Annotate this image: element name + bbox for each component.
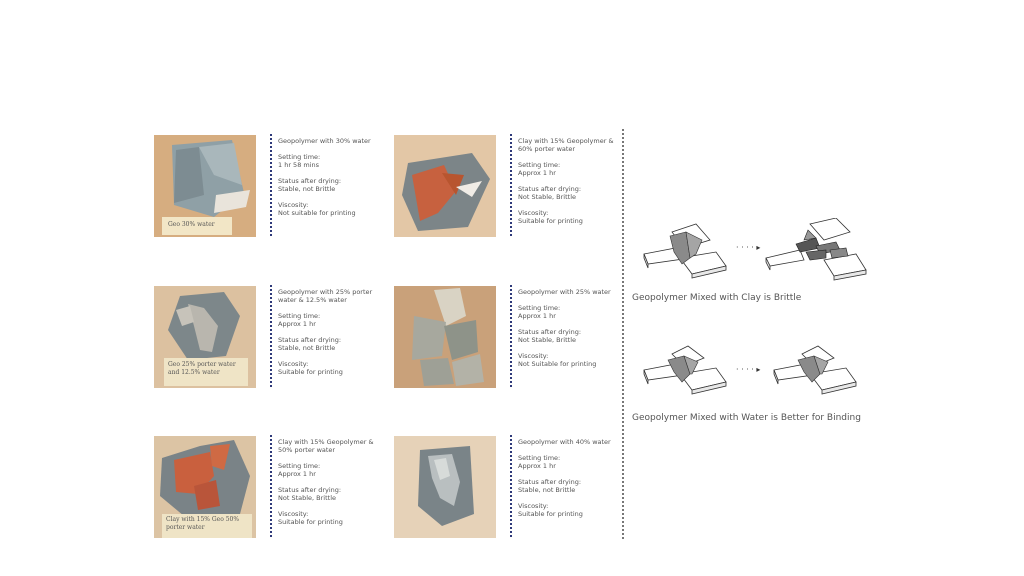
setting-time: Setting time: 1 hr 58 mins bbox=[278, 153, 321, 169]
sample-info-4 bbox=[518, 288, 616, 376]
setting-time: Setting time: Approx 1 hr bbox=[278, 312, 321, 328]
photo-handwritten-note: Clay with 15% Geo 50% porter water bbox=[166, 516, 240, 531]
sample-photo-clay-15-geo-60-porter bbox=[394, 135, 496, 237]
sample-info-6 bbox=[518, 438, 616, 526]
setting-time: Setting time: Approx 1 hr bbox=[518, 304, 561, 320]
status-after-drying: Status after drying: Stable, not Brittle bbox=[278, 177, 342, 193]
status-after-drying: Status after drying: Stable, not Brittle bbox=[278, 336, 342, 352]
dotted-separator bbox=[510, 134, 512, 236]
sample-photo-clay-15-geo-50-porter bbox=[154, 436, 256, 538]
sample-title: Geopolymer with 30% water bbox=[278, 137, 371, 145]
sample-info-2 bbox=[518, 137, 616, 233]
status-after-drying: Status after drying: Stable, not Brittle bbox=[518, 478, 582, 494]
status-after-drying: Status after drying: Not Stable, Brittle bbox=[518, 185, 582, 201]
status-after-drying: Status after drying: Not Stable, Brittle bbox=[278, 486, 342, 502]
dotted-separator bbox=[510, 435, 512, 537]
sample-photo-geo-25-porter-12-water bbox=[154, 286, 256, 388]
sample-info-3 bbox=[278, 288, 376, 384]
viscosity: Viscosity: Suitable for printing bbox=[278, 510, 343, 526]
dotted-separator bbox=[270, 134, 272, 236]
status-after-drying: Status after drying: Not Stable, Brittle bbox=[518, 328, 582, 344]
viscosity: Viscosity: Not suitable for printing bbox=[278, 201, 356, 217]
dotted-separator bbox=[510, 285, 512, 387]
caption-water-binding: Geopolymer Mixed with Water is Better for Binding bbox=[632, 413, 861, 423]
setting-time: Setting time: Approx 1 hr bbox=[278, 462, 321, 478]
sample-photo-geo-40-water bbox=[394, 436, 496, 538]
section-divider bbox=[622, 129, 624, 539]
setting-time: Setting time: Approx 1 hr bbox=[518, 454, 561, 470]
sample-title: Clay with 15% Geopolymer & 50% porter water bbox=[278, 438, 374, 454]
viscosity: Viscosity: Not Suitable for printing bbox=[518, 352, 597, 368]
dotted-separator bbox=[270, 285, 272, 387]
dotted-separator bbox=[270, 435, 272, 537]
sample-photo-geo-25-water bbox=[394, 286, 496, 388]
sample-photo-geo-30-water bbox=[154, 135, 256, 237]
sample-info-5 bbox=[278, 438, 376, 534]
arrow: · · · · ▸ bbox=[736, 243, 761, 252]
sample-title: Clay with 15% Geopolymer & 60% porter water bbox=[518, 137, 614, 153]
sample-info-1 bbox=[278, 137, 376, 225]
sample-title: Geopolymer with 25% porter water & 12.5% water bbox=[278, 288, 373, 304]
sample-title: Geopolymer with 40% water bbox=[518, 438, 611, 446]
sample-title: Geopolymer with 25% water bbox=[518, 288, 611, 296]
photo-handwritten-note: Geo 30% water bbox=[168, 221, 215, 228]
arrow: · · · · ▸ bbox=[736, 365, 761, 374]
viscosity: Viscosity: Suitable for printing bbox=[518, 209, 583, 225]
diagram-clay-brittle bbox=[640, 218, 872, 286]
setting-time: Setting time: Approx 1 hr bbox=[518, 161, 561, 177]
diagram-water-binding bbox=[640, 344, 872, 404]
viscosity: Viscosity: Suitable for printing bbox=[278, 360, 343, 376]
photo-handwritten-note: Geo 25% porter water and 12.5% water bbox=[168, 361, 236, 376]
viscosity: Viscosity: Suitable for printing bbox=[518, 502, 583, 518]
caption-clay-brittle: Geopolymer Mixed with Clay is Brittle bbox=[632, 293, 802, 303]
